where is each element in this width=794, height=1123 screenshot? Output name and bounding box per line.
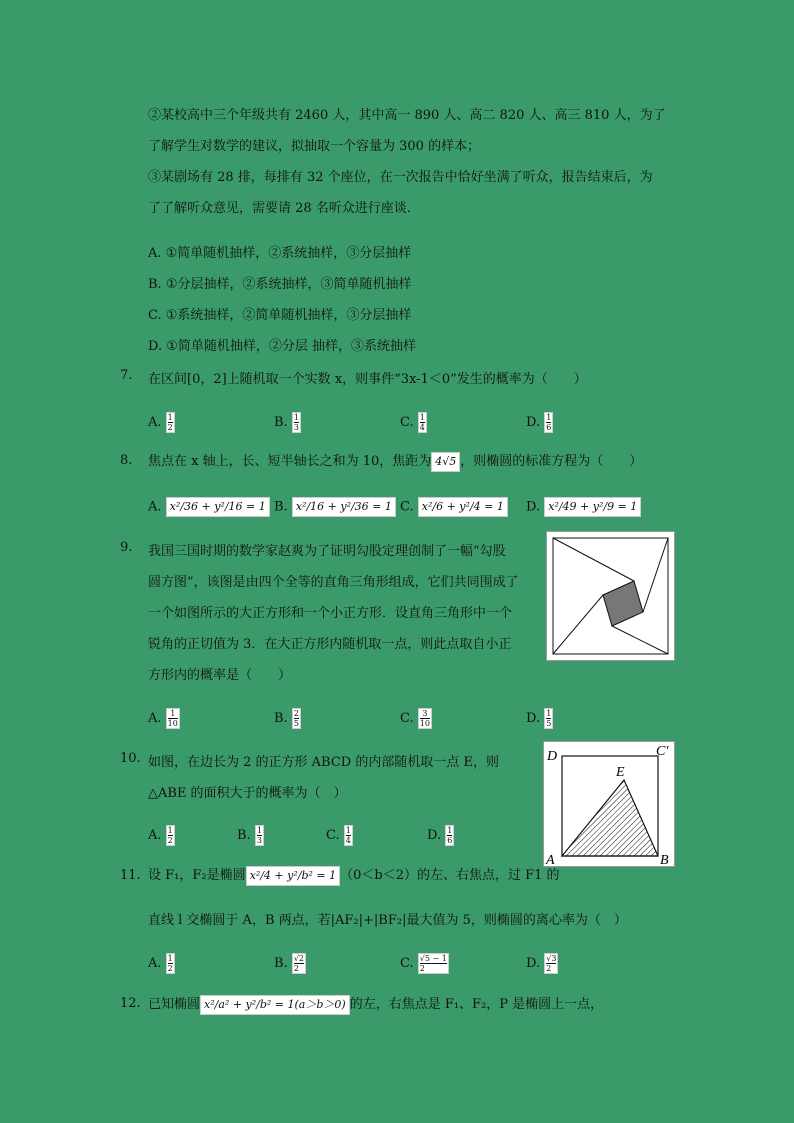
equation: x²/6 + y²/4 = 1 [418, 497, 508, 517]
q9-option-a: A. $\frac{1}{10}$ [148, 709, 178, 728]
q9-line: 锐角的正切值为 3．在大正方形内随机取一点，则此点取自小正 [148, 637, 512, 652]
option-label: C. [400, 415, 414, 430]
q8-option-c: C. x²/6 + y²/4 = 1 [400, 497, 508, 517]
vertex-label-d: D [547, 749, 558, 764]
q10-option-c: C. $\frac{1}{4}$ [326, 826, 351, 845]
q6-option-a: A. ①简单随机抽样，②系统抽样，③分层抽样 [148, 246, 412, 261]
intro-line: ②某校高中三个年级共有 2460 人，其中高一 890 人、高二 820 人、高三 810 人，为了 [148, 108, 666, 123]
q9-line: 圆方图”，该图是由四个全等的直角三角形组成，它们共同围成了 [148, 575, 519, 590]
vertex-label-c: C' [656, 744, 669, 759]
q8-option-d: D. x²/49 + y²/9 = 1 [526, 497, 641, 517]
vertex-label-e: E [616, 765, 625, 780]
vertex-label-b: B [660, 853, 669, 866]
ellipse-equation: x²/a² + y²/b² = 1(a＞b＞0) [200, 995, 350, 1015]
q11-option-c: C. $\frac{√5 - 1}{2}$ [400, 954, 447, 973]
q12-line1: 已知椭圆 x²/a² + y²/b² = 1(a＞b＞0) 的左，右焦点是 F₁、F₂，P 是椭圆上一点， [148, 993, 603, 1015]
triangle-diagram [544, 742, 674, 866]
q6-option-d: D. ①简单随机抽样，②分层 抽样，③系统抽样 [148, 339, 417, 354]
q9-line: 一个如图所示的大正方形和一个小正方形．设直角三角形中一个 [148, 606, 513, 621]
q7-option-d [526, 412, 553, 433]
q9-option-b: B. $\frac{2}{5}$ [274, 709, 299, 728]
fraction: $\frac{1}{3}$ [256, 826, 262, 845]
q10-number: 10. [120, 751, 141, 766]
fraction: $\frac{1}{2}$ [167, 826, 173, 845]
fraction: $\frac{1}{4}$ [419, 413, 425, 432]
pythagorean-diagram [547, 532, 674, 660]
q8-option-a: A. x²/36 + y²/16 = 1 [148, 497, 270, 517]
intro-line: 了解学生对数学的建议，拟抽取一个容量为 300 的样本； [148, 139, 481, 154]
fraction: $\frac{√2}{2}$ [293, 954, 305, 973]
intro-line: 了了解听众意见，需要请 28 名听众进行座谈． [148, 201, 420, 216]
option-label: A. [148, 415, 162, 430]
q6-option-c: C. ①系统抽样，②简单随机抽样，③分层抽样 [148, 308, 412, 323]
q10-option-d: D. $\frac{1}{6}$ [427, 826, 453, 845]
q11-line2: 直线 l 交椭圆于 A，B 两点，若|AF₂|+|BF₂|最大值为 5，则椭圆的离心率为（ ） [148, 913, 627, 928]
vertex-label-a: A [546, 853, 555, 866]
q7-number: 7. [120, 368, 133, 383]
zhao-shuang-figure [546, 531, 675, 661]
q12-number: 12. [120, 996, 141, 1011]
fraction: $\frac{1}{4}$ [345, 826, 351, 845]
q9-number: 9. [120, 540, 133, 555]
q10-option-b: B. $\frac{1}{3}$ [237, 826, 262, 845]
fraction: $\frac{3}{10}$ [419, 709, 430, 728]
q6-option-b: B. ①分层抽样，②系统抽样，③简单随机抽样 [148, 277, 412, 292]
equation: x²/49 + y²/9 = 1 [544, 497, 641, 517]
fraction: $\frac{1}{6}$ [546, 413, 552, 432]
q8-number: 8. [120, 453, 133, 468]
q11-number: 11. [120, 868, 141, 883]
q7-option-c [400, 412, 427, 433]
square-abcd-figure [543, 741, 675, 867]
focal-length-formula: 4√5 [431, 452, 460, 472]
intro-line: ③某剧场有 28 排，每排有 32 个座位，在一次报告中恰好坐满了听众，报告结束后，为 [148, 170, 653, 185]
q10-line: 如图，在边长为 2 的正方形 ABCD 的内部随机取一点 E，则 [148, 755, 499, 770]
equation: x²/36 + y²/16 = 1 [166, 497, 270, 517]
q9-option-c: C. $\frac{3}{10}$ [400, 709, 430, 728]
q7-option-a [148, 412, 175, 433]
q10-option-a: A. $\frac{1}{2}$ [148, 826, 173, 845]
q11-option-b: B. $\frac{√2}{2}$ [274, 954, 305, 973]
q7-text: 在区间[0，2]上随机取一个实数 x，则事件“3x-1＜0”发生的概率为（ ） [148, 372, 587, 387]
q7-option-b [274, 412, 301, 433]
fraction: $\frac{√3}{2}$ [546, 954, 557, 973]
fraction: $\frac{1}{2}$ [167, 413, 173, 432]
fraction: $\frac{1}{6}$ [447, 826, 453, 845]
fraction: $\frac{1}{5}$ [546, 709, 552, 728]
q9-line: 方形内的概率是（ ） [148, 668, 292, 683]
equation: x²/16 + y²/36 = 1 [292, 497, 396, 517]
q9-option-d: D. $\frac{1}{5}$ [526, 709, 552, 728]
fraction: $\frac{2}{5}$ [293, 709, 299, 728]
fraction: $\frac{1}{3}$ [293, 413, 299, 432]
q9-line: 我国三国时期的数学家赵爽为了证明勾股定理创制了一幅“勾股 [148, 544, 506, 559]
q10-line: △ABE 的面积大于的概率为（ ） [148, 786, 347, 801]
q11-option-a: A. $\frac{1}{2}$ [148, 954, 173, 973]
option-label: D. [526, 415, 541, 430]
q11-line1: 设 F₁，F₂是椭圆 x²/4 + y²/b² = 1 （0＜b＜2）的左、右焦点，过 F1 的 [148, 864, 560, 886]
option-label: B. [274, 415, 288, 430]
fraction: $\frac{1}{2}$ [167, 954, 173, 973]
q8-text: 焦点在 x 轴上，长、短半轴长之和为 10，焦距为 4√5 ，则椭圆的标准方程为（ ） [148, 450, 642, 472]
fraction: $\frac{1}{10}$ [167, 709, 178, 728]
q8-option-b: B. x²/16 + y²/36 = 1 [274, 497, 396, 517]
fraction: $\frac{√5 - 1}{2}$ [419, 954, 447, 973]
q11-option-d: D. $\frac{√3}{2}$ [526, 954, 557, 973]
ellipse-equation: x²/4 + y²/b² = 1 [246, 866, 341, 886]
